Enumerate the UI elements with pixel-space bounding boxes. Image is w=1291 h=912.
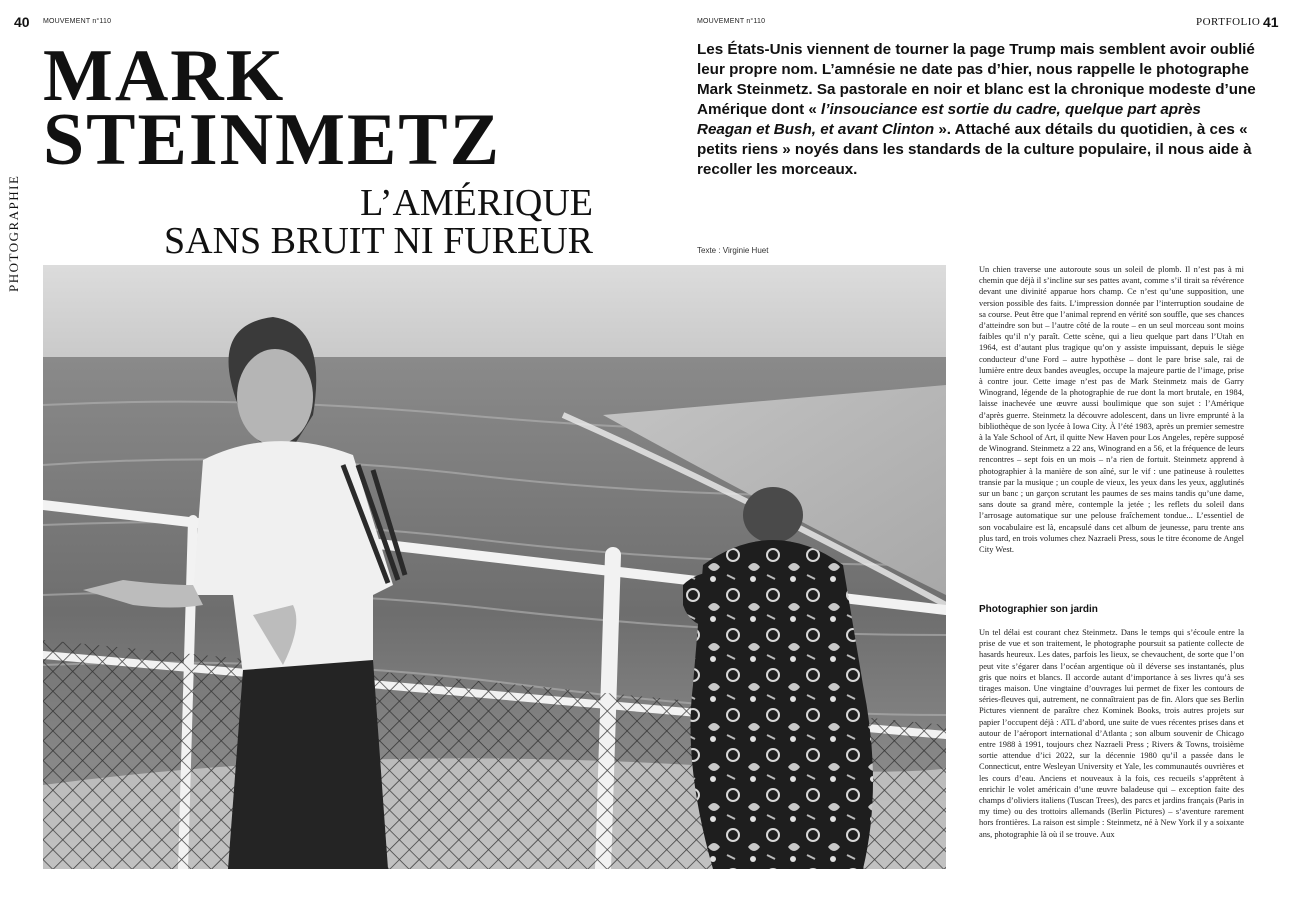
title-line-2: STEINMETZ [43, 99, 502, 181]
subtitle [164, 184, 593, 260]
right-magazine-issue: MOUVEMENT n°110 [697, 18, 766, 25]
title-line-1: MARK [43, 35, 286, 117]
article-paragraph-2: Un tel délai est courant chez Steinmetz. Dans le temps qui s’écoule entre la prise de vue et son traitement, le photographe poursuit sa patiente collecte de hasards heureux. Les dates, parfois les lieux, se chevauchent, de sorte que l’on peut vite s’égarer dans l’océan argentique où il déverse ses instantanés, plus gris que noirs et blancs. Il accorde autant d’importance à ses livres qu’à ses tirages maison. Une vingtaine d’ouvrages lui permet de fixer les contours de séries-fleuves qui, autrement, ne connaîtraient pas de fin. Alors que ses Berlin Pictures viennent de paraître chez Kominek Books, trois autres projets sur papier l’occupent déjà : ATL d’abord, une suite de vues récentes prises dans et autour de l’aéroport international d’Atlanta ; son album souvenir de Chicago entre 1988 à 1991, toujours chez Nazraeli Press ; Rivers & Towns, troisième sortie attendue d’ici 2022, sur la décennie 1980 qu’il a passée dans le Connecticut, entre Wesleyan University et Yale, les communautés ouvrières et les cours d’eau. Anciens et nouveaux à la fois, ces recueils s’apprêtent à enrichir le volet américain d’une œuvre baladeuse qui – exception faite des champs d’oliviers italiens (Tuscan Trees), des parcs et jardins français (Paris in my time) ou des trottoirs allemands (Berlin Pictures) – s’aventure rarement hors frontières. La raison est simple : Steinmetz, né à New York il y a soixante ans, photographie là où il se trouve. Aux [979, 628, 1244, 839]
intro-part-1: Les États-Unis viennent de tourner la page Trump mais semblent avoir oublié leur propre nom. L’amnésie ne date pas d’hier, nous rappelle le photographe Mark Steinmetz. Sa pastorale en noir et blanc est la chronique modeste d’une Amérique dont « [697, 41, 1256, 118]
intro-quote: l’insouciance est sortie du cadre, quelque part après Reagan et Bush, et avant Clinton [697, 101, 1201, 138]
article-body-2 [979, 627, 1244, 867]
intro-part-2: ». Attaché aux détails du quotidien, à ces « petits riens » noyés dans les standards de la culture populaire, il nous aide à recoller les morceaux. [697, 121, 1252, 178]
article-body-1 [979, 264, 1244, 555]
sky [43, 265, 946, 365]
intro-standfirst [697, 40, 1257, 180]
right-page-number: 41 [1263, 14, 1279, 30]
left-magazine-issue: MOUVEMENT n°110 [43, 18, 112, 25]
page-title [43, 35, 502, 181]
left-page-number: 40 [14, 14, 30, 30]
article-paragraph-1: Un chien traverse une autoroute sous un soleil de plomb. Il n’est pas à mi chemin que déjà il s’incline sur ses pattes avant, comme s’il tirait sa révérence devant une divinité apparue hors champ. Ce n’est qu’une supposition, une version possible des faits. L’impression donnée par l’interruption soudaine de sa course. Peut être que l’animal reprend en vérité son souffle, que ses chances d’atteindre son but – l’autre côté de la route – en un seul morceau sont moins faibles qu’il n’y paraît. Cette scène, qui a lieu quelque part dans l’Utah en 1964, est d’autant plus tragique qu’on y assiste impuissant, depuis le siège conducteur d’une Ford – autre hypothèse – dont le pare brise sale, rai de lumière entre deux bandes aveugles, occupe la majeure partie de l’image, prise à contre jour. Cette image n’est pas de Mark Steinmetz mais de Garry Winogrand, légende de la photographie de rue dont la mort brutale, en 1984, laisse inachevée une œuvre aussi boulimique que son sujet : l’Amérique d’après guerre. Steinmetz la découvre adolescent, dans un livre emprunté à la bibliothèque de son lycée à Iowa City. À l’été 1983, après un premier semestre à la Yale School of Art, il quitte New Haven pour Los Angeles, repère supposé de Winogrand. Steinmetz a 22 ans, Winogrand en a 56, et la fréquence de leurs rencontres – sept fois en un mois – n’a rien de fortuit. Steinmetz apprend à photographier à la manière de son aîné, sur le vif : une patineuse à roulettes transie par la musique ; un couple de vieux, les yeux dans les yeux, agglutinés sur un banc ; un garçon scrutant les paumes de ses mains tandis qu’une dame, sans doute sa grand mère, contemple la jetée ; les reflets du soleil dans l’arrosage automatique sur une pelouse fraîchement tondue... L’essentiel de son vocabulaire est là, encapsulé dans cet album de jeunesse, paru trente ans plus tard, en trois volumes chez Nazraeli Press, sous le titre économe de Angel City West. [979, 265, 1244, 555]
subtitle-line-1: L’AMÉRIQUE [360, 182, 593, 224]
subtitle-line-2: SANS BRUIT NI FUREUR [164, 220, 593, 262]
author-credit: Texte : Virginie Huet [697, 246, 769, 255]
side-category-label: PHOTOGRAPHIE [6, 174, 21, 292]
article-subheading: Photographier son jardin [979, 604, 1098, 615]
main-photo [43, 265, 946, 869]
section-label: PORTFOLIO [1196, 16, 1261, 28]
